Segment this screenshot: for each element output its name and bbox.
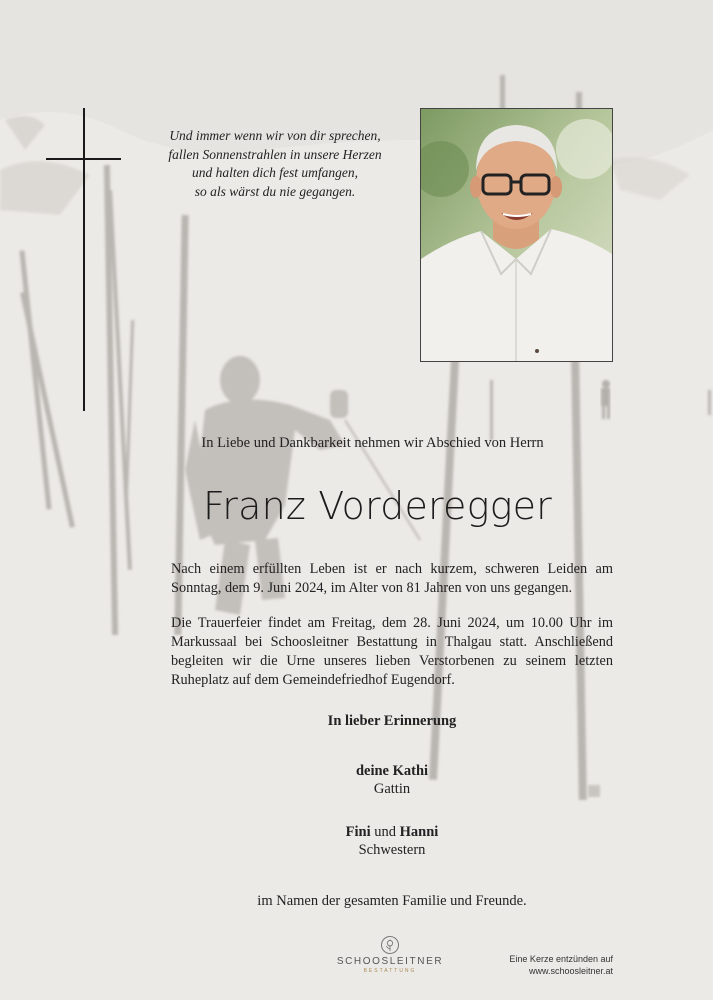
in-memory-heading: In lieber Erinnerung [327,713,457,729]
candle-link-block [470,953,613,977]
poem-line: und halten dich fest umfangen, [191,165,359,180]
sister-name-fini: Fini [345,824,371,840]
portrait-photo [420,108,613,362]
cross-vertical-bar [83,108,85,411]
death-notice-paragraph: Nach einem erfüllten Leben ist er nach kurzem, schweren Leiden am Sonntag, dem 9. Juni 2024, im Alter von 81 Jahren von uns gegangen. [171,561,613,596]
relative-role-sisters: Schwestern [358,842,426,858]
website-link[interactable]: www.schoosleitner.at [528,966,613,976]
funeral-home-logo [330,935,450,974]
logo-wordmark: SCHOOSLEITNER [336,956,444,967]
relative-name-kathi: deine Kathi [355,763,429,779]
name-connector: und [370,824,400,840]
deceased-name: Franz Vorderegger [202,484,553,528]
funeral-details-paragraph: Die Trauerfeier findet am Freitag, dem 28. Juni 2024, um 10.00 Uhr im Markussaal bei Schoosleitner Bestattung in Thalgau statt. Anschließend begleiten wir die Urne unseres lieben Verstorbenen zu seinem letzten Ruheplatz auf dem Gemeindefriedhof Eugendorf. [171,615,613,688]
poem-line: Und immer wenn wir von dir sprechen, [169,128,381,143]
farewell-intro: In Liebe und Dankbarkeit nehmen wir Abschied von Herrn [201,435,544,451]
candle-text: Eine Kerze entzünden auf [509,954,613,964]
poem-line: fallen Sonnenstrahlen in unsere Herzen [168,146,382,162]
cross-horizontal-bar [46,158,121,160]
logo-subtitle: BESTATTUNG [363,968,417,974]
poem-line: so als wärst du nie gegangen. [194,183,356,199]
rose-icon [380,935,400,955]
sister-name-hanni: Hanni [399,824,439,840]
relative-role-wife: Gattin [373,781,411,797]
relative-names-sisters [171,824,613,841]
memorial-poem [140,127,410,201]
family-note: im Namen der gesamten Familie und Freunde. [257,893,527,909]
